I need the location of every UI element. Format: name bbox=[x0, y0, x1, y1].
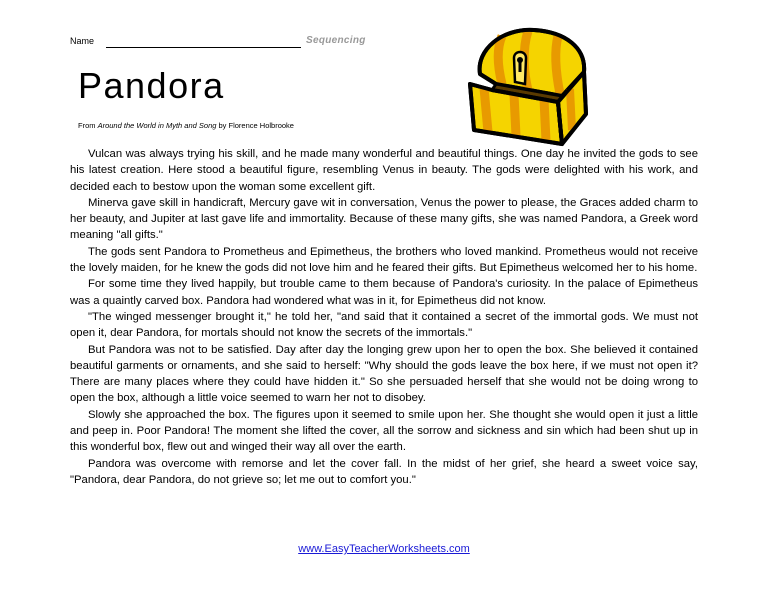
story-paragraph: Slowly she approached the box. The figures upon it seemed to smile upon her. She thought she would open it just a little and peep in. Poor Pandora! The moment she lifted the cover, all the sorrow and sickness and sin which had been shut up in this wonderful box, flew out and winged their way all over the earth. bbox=[70, 408, 698, 454]
footer bbox=[0, 543, 768, 555]
source-prefix: From bbox=[78, 121, 98, 130]
name-label: Name bbox=[70, 36, 95, 46]
treasure-chest-icon bbox=[462, 22, 592, 148]
story-paragraph: Vulcan was always trying his skill, and he made many wonderful and beautiful things. One day he invited the gods to see his latest creation. Here stood a beautiful figure, resembling Venus in beauty. The gods were delighted with his work, and decided each to bestow upon the woman some excellent gift. bbox=[70, 148, 698, 193]
story-paragraph: But Pandora was not to be satisfied. Day after day the longing grew upon her to open the box. She believed it contained beautiful garments or ornaments, and she said to herself: "Why should the gods leave the box here, if we must not open it? There are many places where they could have hidden it." So she persuaded herself that she would not be doing wrong to open the box, although a little voice seemed to warn her not to disobey. bbox=[70, 343, 698, 405]
name-row bbox=[70, 34, 390, 50]
story-paragraph: The gods sent Pandora to Prometheus and Epimetheus, the brothers who loved mankind. Prometheus would not receive the lovely maiden, for he knew the gods did not love him and he feared their gifts. But Epimetheus welcomed her to his home. bbox=[70, 245, 698, 275]
story-paragraph: Pandora was overcome with remorse and let the cover fall. In the midst of her grief, she heard a sweet voice say, "Pandora, dear Pandora, do not grieve so; let me out to comfort you." bbox=[70, 457, 698, 486]
name-blank-line[interactable] bbox=[106, 47, 301, 48]
story-paragraph: Minerva gave skill in handicraft, Mercury gave wit in conversation, Venus the power to please, the Graces added charm to her beauty, and Jupiter at last gave life and immortality. Because of these many gifts, she was named Pandora, a Greek word meaning "all gifts." bbox=[70, 196, 698, 242]
website-link[interactable]: www.EasyTeacherWorksheets.com bbox=[298, 543, 470, 555]
page-title: Pandora bbox=[78, 65, 225, 106]
source-author: by Florence Holbrooke bbox=[216, 121, 294, 130]
source-book: Around the World in Myth and Song bbox=[97, 121, 217, 130]
source-credit bbox=[78, 121, 294, 130]
story-text bbox=[70, 146, 698, 488]
story-paragraph: For some time they lived happily, but trouble came to them because of Pandora's curiosity. In the palace of Epimetheus was a quaintly carved box. Pandora had wondered what was in it, for Epimetheus did not know. bbox=[70, 278, 698, 307]
story-paragraph: "The winged messenger brought it," he told her, "and said that it contained a secret of the immortal gods. We must not open it, dear Pandora, for mortals should not know the secrets of the immortals." bbox=[70, 310, 698, 340]
category-label: Sequencing bbox=[306, 35, 366, 46]
